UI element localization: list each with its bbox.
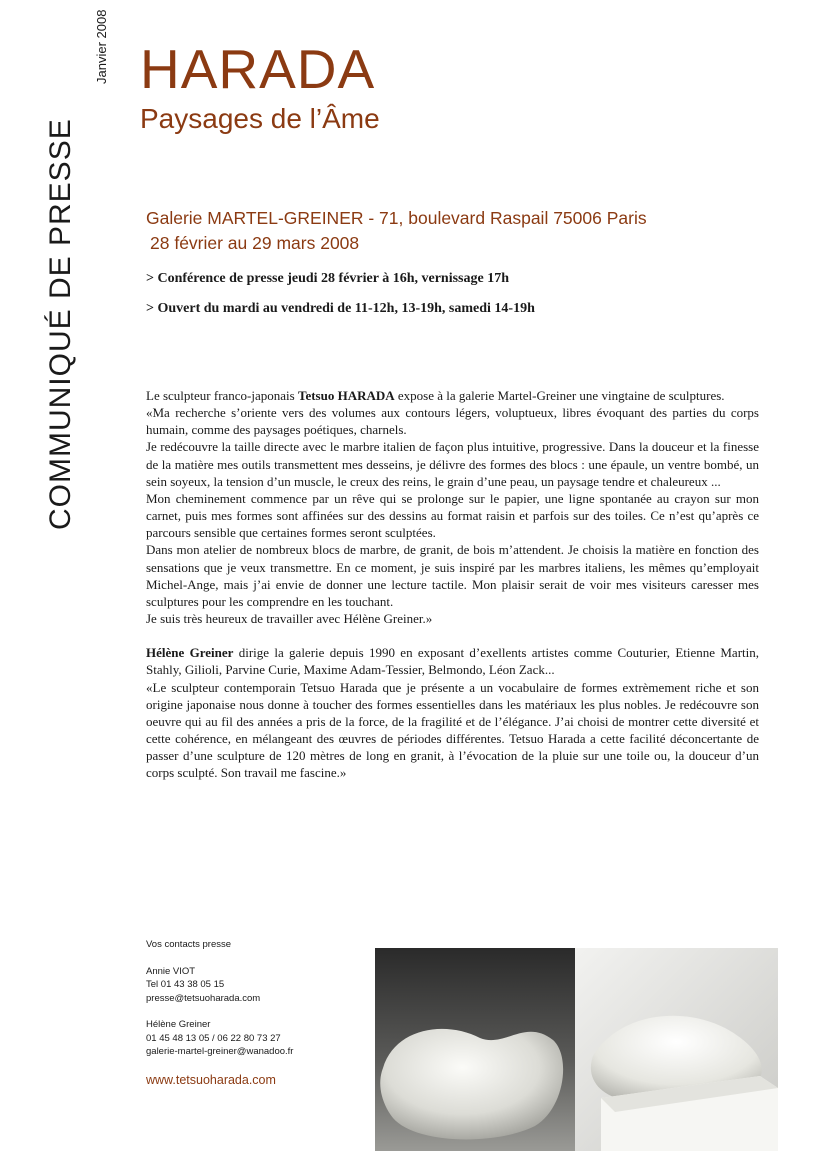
press-contacts	[146, 938, 293, 1059]
quote-paragraph: Dans mon atelier de nombreux blocs de marbre, de granit, de bois m’attendent. Je choisis la matière en fonction des sensations que je veux transmettre. En ce moment, je suis inspiré par les marbres italiens, les mêmes qu’employait Michel-Ange, mais j’ai envie de donner une lecture tactile. Mon plaisir serait de voir mes visiteurs caresser mes sculptures pour les comprendre en les touchant.	[146, 542, 759, 609]
contact-email[interactable]: galerie-martel-greiner@wanadoo.fr	[146, 1046, 294, 1057]
artist-name: Tetsuo HARADA	[297, 388, 395, 403]
greiner-quote: «Le sculpteur contemporain Tetsuo Harada que je présente a un vocabulaire de formes extrèmement riche et son origine japonaise nous donne à toucher des formes essentielles dans les matériaux les plus nobles. Je redécouvre son oeuvre qui au fil des années a pris de la force, de la fragilité et de l’élégance. J’ai choisi de montrer cette diversité et cette cohérence, en mélangeant des œuvres de périodes différentes. Tetsuo Harada a cette facilité déconcertante de passer d’une sculpture de 120 mètres de long en granit, à l’évocation de la pluie sur une toile ou, la douceur d’un corps sculpté. Son travail me fascine.»	[146, 679, 759, 781]
venue-dates: 28 février au 29 mars 2008	[150, 233, 360, 254]
opening-hours-info: > Ouvert du mardi au vendredi de 11-12h, 13-19h, samedi 14-19h	[146, 301, 535, 316]
contact-phone: Tel 01 43 38 05 15	[146, 979, 225, 990]
venue-address: Galerie MARTEL-GREINER - 71, boulevard Raspail 75006 Paris	[146, 208, 647, 228]
sculpture-photo	[375, 948, 778, 1151]
page-title: HARADA	[140, 38, 376, 100]
contacts-heading: Vos contacts presse	[146, 939, 232, 950]
page-subtitle: Paysages de l’Âme	[140, 103, 380, 134]
quote-paragraph: Mon cheminement commence par un rêve qui se prolonge sur le papier, une ligne spontanée au crayon sur mon carnet, puis mes formes sont affinées sur des dessins au format raisin et parfois sur des toiles. Ce n’est qu’après ce parcours sensible que certaines formes seront sculptées.	[146, 490, 759, 541]
intro-paragraph: Le sculpteur franco-japonais Tetsuo HARADA expose à la galerie Martel-Greiner une vingtaine de sculptures.	[146, 388, 725, 403]
press-conference-info: > Conférence de presse jeudi 28 février à 16h, vernissage 17h	[146, 271, 509, 286]
info-block	[146, 271, 535, 331]
press-release-heading: COMMUNIQUÉ DE PRESSE	[44, 118, 77, 530]
website-link[interactable]: www.tetsuoharada.com	[146, 1073, 276, 1087]
press-release-date: Janvier 2008	[94, 9, 109, 84]
sculpture-image	[375, 948, 778, 1151]
contact-name: Annie VIOT	[146, 965, 196, 977]
quote-paragraph: «Ma recherche s’oriente vers des volumes aux contours légers, voluptueux, libres évoquant des parties du corps humain, comme des paysages poétiques, charnels.	[146, 405, 759, 438]
greiner-paragraph: Hélène Greiner dirige la galerie depuis 1990 en exposant d’exellents artistes comme Couturier, Etienne Martin, Stahly, Gilioli, Parvine Curie, Maxime Adam-Tessier, Belmondo, Léon Zack...	[146, 645, 760, 678]
venue-block	[146, 206, 647, 257]
contact-email[interactable]: presse@tetsuoharada.com	[146, 992, 261, 1004]
quote-paragraph: Je suis très heureux de travailler avec Hélène Greiner.»	[146, 611, 433, 627]
quote-paragraph: Je redécouvre la taille directe avec le marbre italien de façon plus intuitive, progressive. Dans la douceur et la finesse de la matière mes outils transmettent mes desseins, je délivre des formes des blocs : une épaule, un ventre bombé, un sein soyeux, la tension d’un muscle, le creux des reins, le grain d’une peau, un paysage tendre et chaleureux ...	[146, 439, 759, 489]
sidebar-vertical	[44, 9, 109, 530]
contact-name: Hélène Greiner	[146, 1019, 211, 1030]
gallerist-name: Hélène Greiner	[146, 645, 234, 661]
body-text	[146, 387, 759, 781]
contact-phone: 01 45 48 13 05 / 06 22 80 73 27	[146, 1032, 281, 1044]
